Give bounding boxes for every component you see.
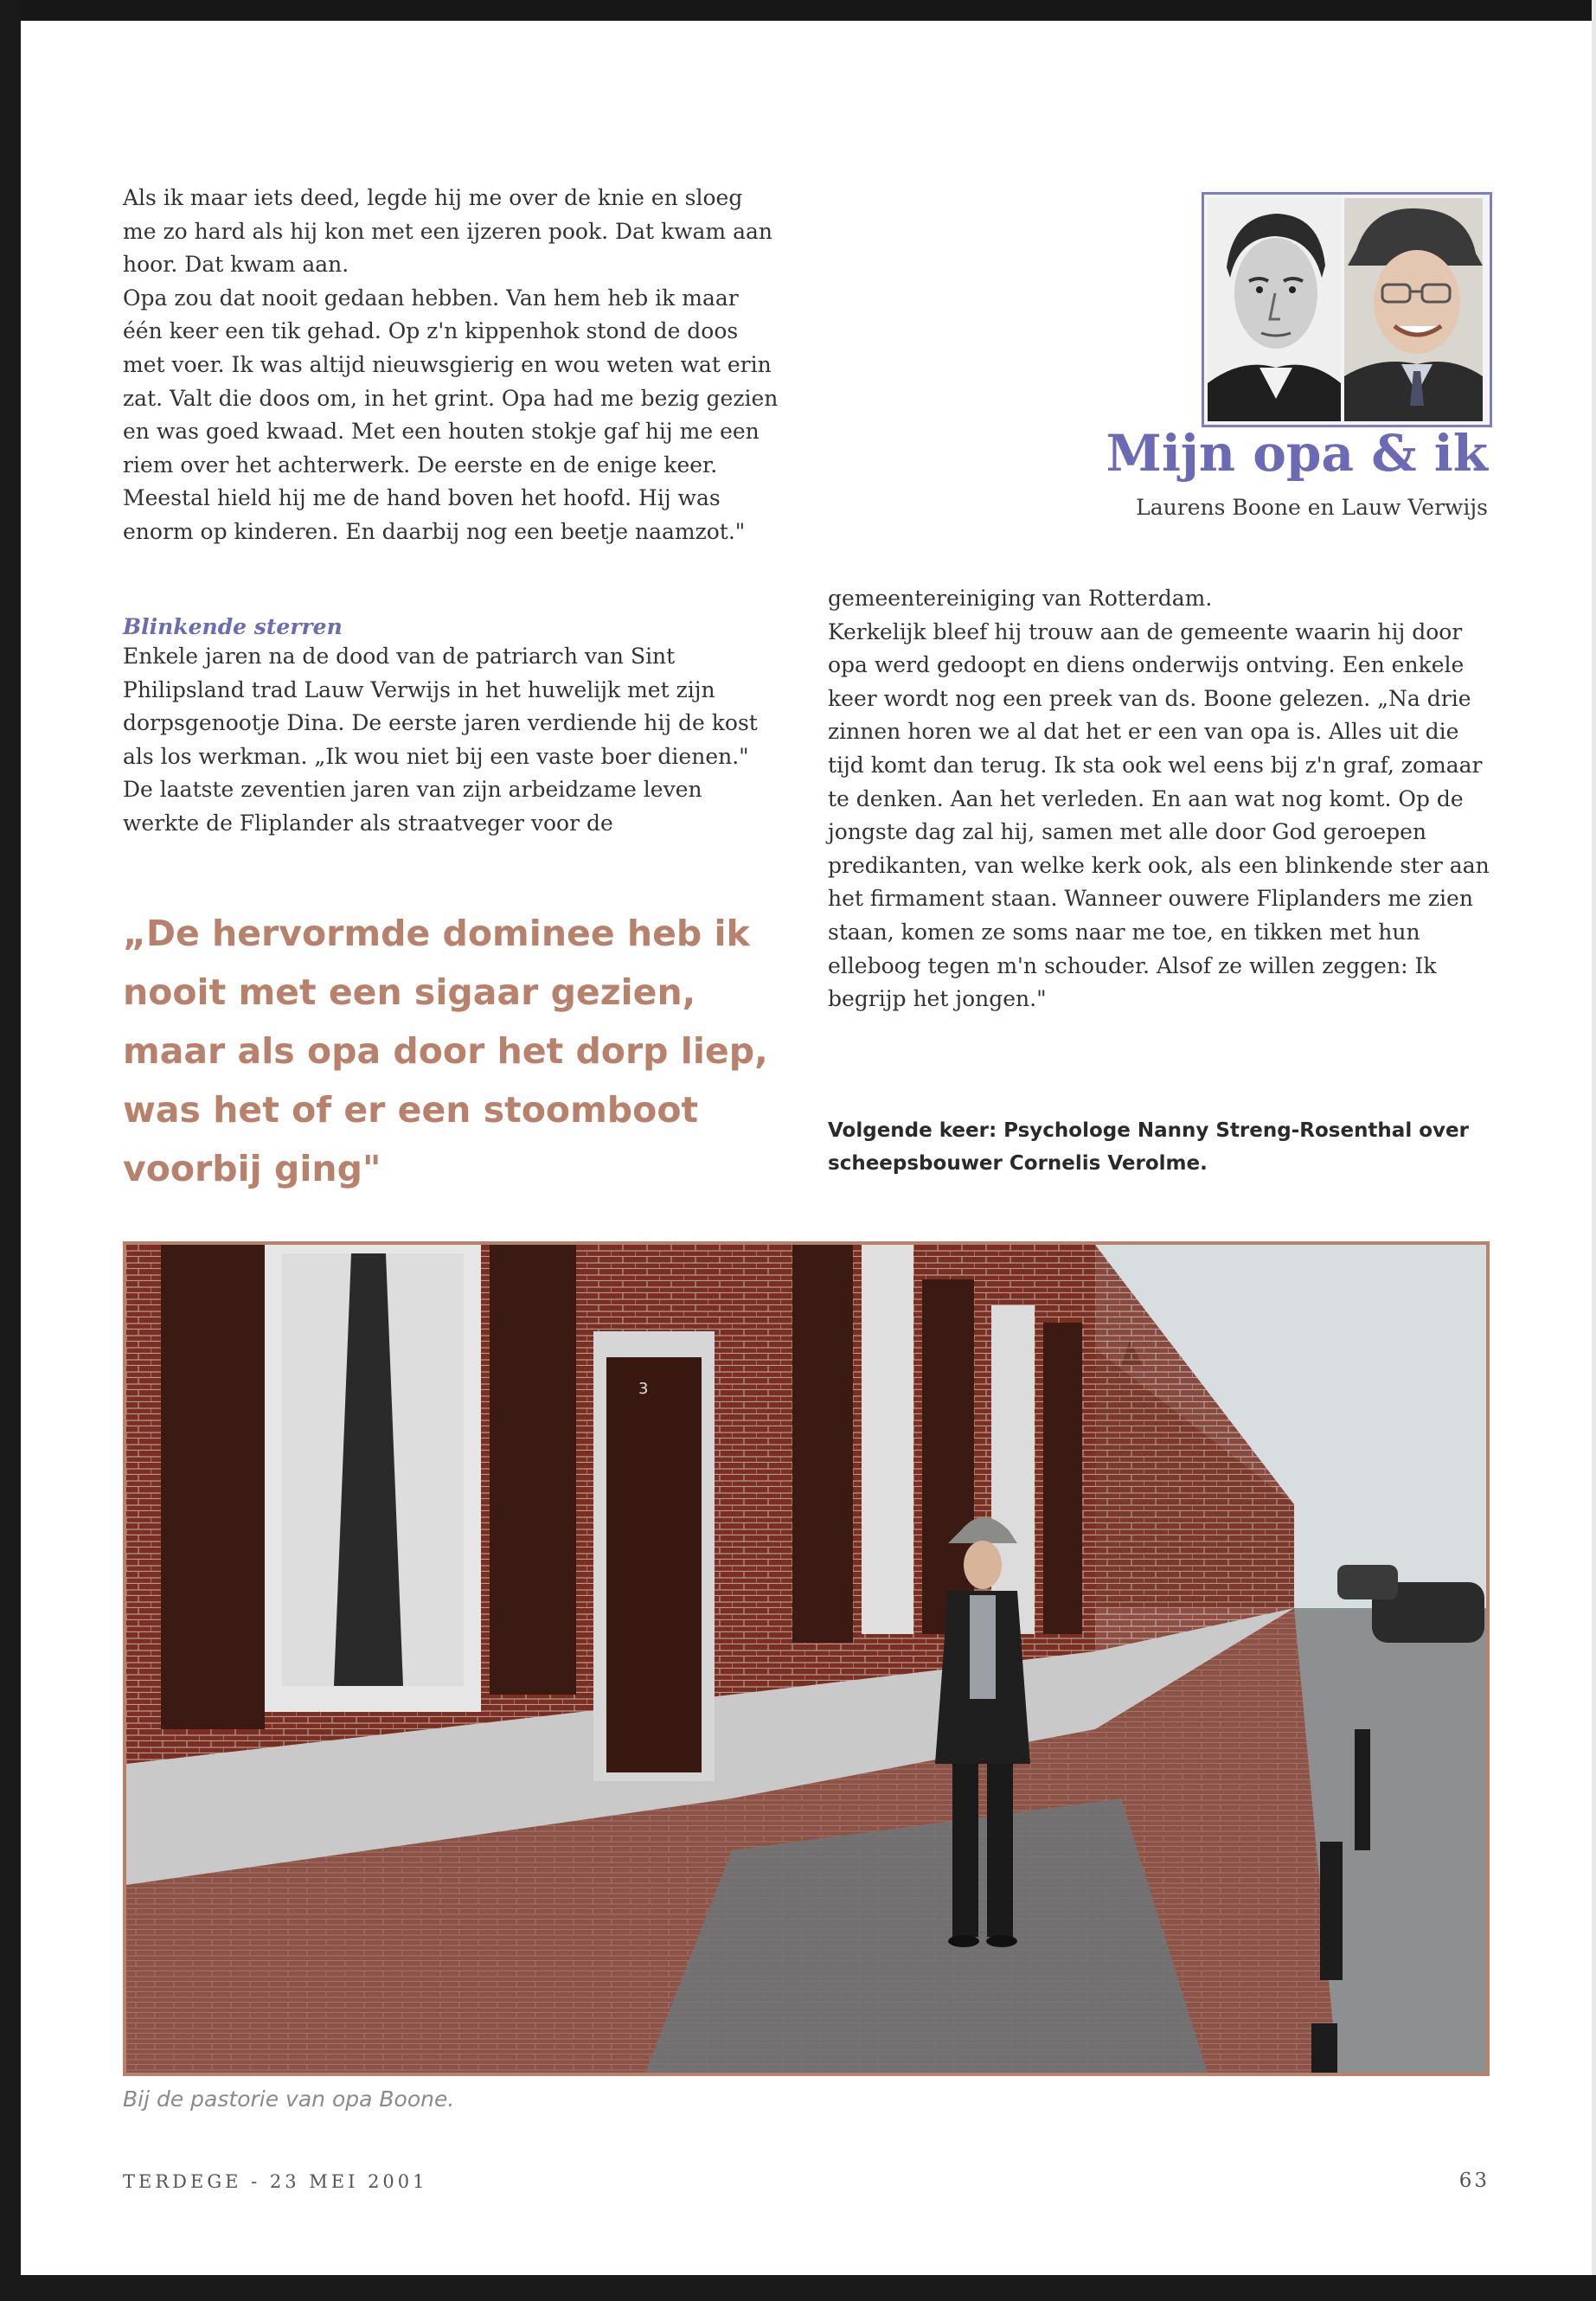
paragraph: Als ik maar iets deed, legde hij me over de knie en sloeg me zo hard als hij kon met een ijzeren pook. Dat kwam aan hoor. Dat kwam aan. <box>123 185 772 278</box>
paragraph: Kerkelijk bleef hij trouw aan de gemeente waarin hij door opa werd gedoopt en diens onderwijs ontving. Een enkele keer wordt nog een preek van ds. Boone gelezen. „Na drie zinnen horen we al dat het er een van opa is. Alles uit die tijd komt dan terug. Ik sta ook wel eens bij z'n graf, zomaar te denken. Aan het verleden. En aan wat nog komt. Op de jongste dag zal hij, samen met alle door God geroepen predikanten, van welke kerk ook, als een blinkende ster aan het firmament staan. Wanneer ouwere Fliplanders me zien staan, komen ze soms naar me toe, en tikken met hun elleboog tegen m'n schouder. Alsof ze willen zeggen: Ik begrijp het jongen." <box>828 619 1490 1012</box>
column-1-continued <box>123 640 782 841</box>
scan-border-left <box>0 0 21 2301</box>
scan-border-right <box>1592 0 1596 2301</box>
portrait-grandfather <box>1208 198 1341 421</box>
scan-border-bottom <box>0 2275 1596 2301</box>
scan-border-top <box>0 0 1596 21</box>
photo-caption: Bij de pastorie van opa Boone. <box>123 2086 455 2112</box>
column-1-intro <box>123 182 782 549</box>
paragraph: gemeentereiniging van Rotterdam. <box>828 586 1213 611</box>
paragraph: Enkele jaren na de dood van de patriarch van Sint Philipsland trad Lauw Verwijs in het huwelijk met zijn dorpsgenootje Dina. De eerste jaren verdiende hij de kost als los werkman. „Ik wou niet bij een vaste boer dienen." De laatste zeventien jaren van zijn arbeidzame leven werkte de Fliplander als straatveger voor de <box>123 644 758 836</box>
portrait-grandson <box>1344 198 1483 421</box>
footer-publication: TERDEGE - 23 MEI 2001 <box>123 2171 428 2192</box>
street-photo-illustration <box>126 1245 1486 2073</box>
street-photo <box>123 1241 1490 2076</box>
portrait-pair <box>1202 192 1492 427</box>
next-time-note: Volgende keer: Psychologe Nanny Streng-Rosenthal over scheepsbouwer Cornelis Verolme. <box>828 1119 1469 1175</box>
pull-quote: „De hervormde dominee heb ik nooit met een sigaar gezien, maar als opa door het dorp liep, was het of er een stoomboot voorbij ging" <box>123 913 768 1189</box>
page-number: 63 <box>1458 2170 1490 2192</box>
series-title: Mijn opa & ik <box>1106 424 1488 483</box>
series-subtitle: Laurens Boone en Lauw Verwijs <box>1136 495 1488 520</box>
paragraph: Opa zou dat nooit gedaan hebben. Van hem heb ik maar één keer een tik gehad. Op z'n kippenhok stond de doos met voer. Ik was altijd nieuwsgierig en wou weten wat erin zat. Valt die doos om, in het grint. Opa had me bezig gezien en was goed kwaad. Met een houten stokje gaf hij me een riem over het achterwerk. De eerste en de enige keer. Meestal hield hij me de hand boven het hoofd. Hij was enorm op kinderen. En daarbij nog een beetje naamzot." <box>123 285 779 544</box>
column-2 <box>828 582 1490 1016</box>
house-number: 3 <box>638 1380 649 1398</box>
section-subhead: Blinkende sterren <box>123 614 343 639</box>
